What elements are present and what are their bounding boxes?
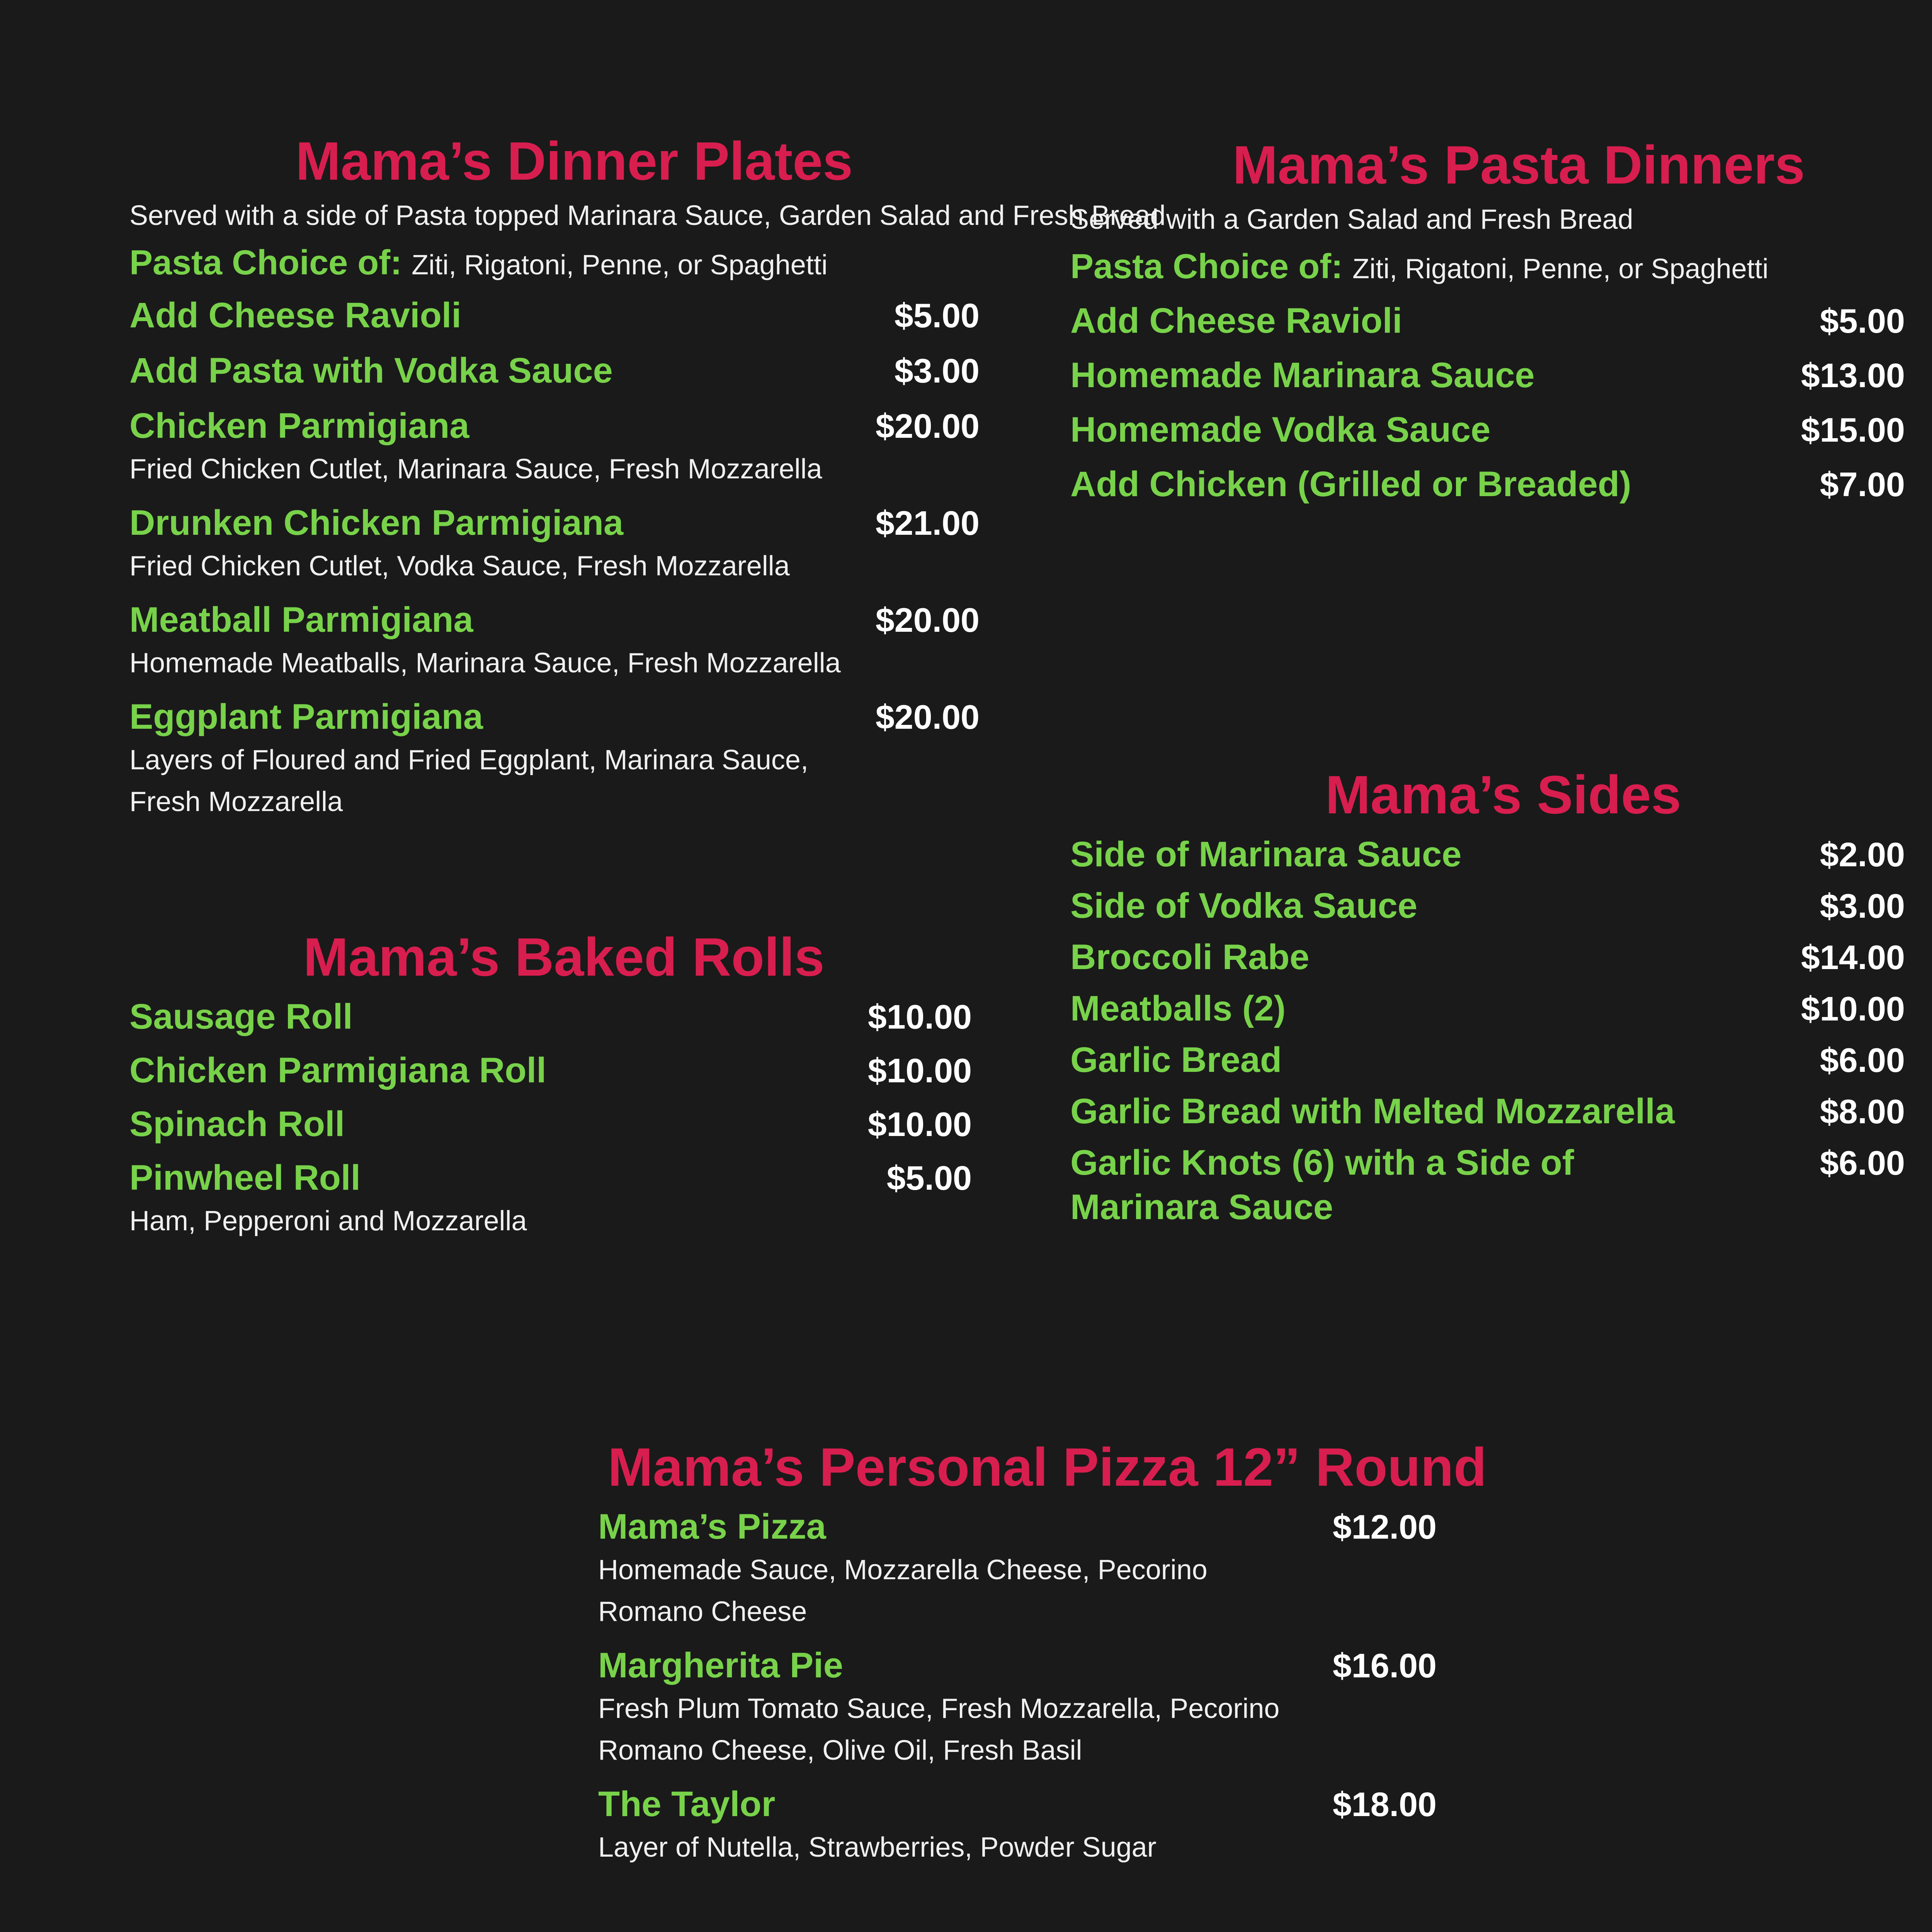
- menu-item-price: $16.00: [1332, 1646, 1437, 1685]
- menu-item: [1070, 462, 1905, 507]
- menu-item-name: Garlic Bread with Melted Mozzarella: [1070, 1092, 1675, 1131]
- menu-item-description: Layer of Nutella, Strawberries, Powder Sugar: [598, 1832, 1156, 1863]
- menu-item-row: [129, 1102, 972, 1146]
- menu-item-price: $10.00: [867, 1105, 972, 1143]
- pasta-choice-options: Ziti, Rigatoni, Penne, or Spaghetti: [1352, 253, 1769, 284]
- menu-item-name: Mama’s Pizza: [598, 1507, 826, 1546]
- menu-item-row: [1070, 462, 1905, 507]
- menu-item: [1070, 1089, 1905, 1134]
- dinner-plates-section: [129, 131, 1166, 823]
- menu-item: [598, 1782, 1437, 1868]
- menu-item-row: [1070, 884, 1905, 928]
- menu-item-row: [598, 1505, 1437, 1549]
- menu-item-price: $15.00: [1801, 411, 1905, 449]
- pasta-choice-options: Ziti, Rigatoni, Penne, or Spaghetti: [412, 250, 828, 281]
- menu-item-row: [129, 293, 980, 338]
- pasta-choice: [1070, 244, 1905, 289]
- menu-item-name: Meatball Parmigiana: [129, 600, 473, 639]
- menu-item: [1070, 1141, 1905, 1230]
- menu-item-row: [129, 995, 972, 1039]
- menu-item-row: [1070, 353, 1905, 398]
- pasta-choice-label: Pasta Choice of:: [1070, 247, 1343, 286]
- menu-item-price: $5.00: [894, 296, 980, 335]
- menu-item-row: [598, 1643, 1437, 1688]
- menu-item: [129, 293, 980, 338]
- menu-item: [129, 1048, 972, 1093]
- menu-item: [129, 598, 980, 684]
- menu-item-row: [1070, 1089, 1905, 1134]
- menu-item-price: $8.00: [1820, 1092, 1905, 1131]
- menu-item-name: Homemade Marinara Sauce: [1070, 355, 1535, 395]
- menu-item-name: Add Cheese Ravioli: [129, 296, 461, 335]
- menu-item-name: Sausage Roll: [129, 997, 353, 1036]
- menu-item-price: $20.00: [875, 407, 980, 445]
- menu-item-name: Spinach Roll: [129, 1104, 345, 1144]
- menu-item-price: $10.00: [1801, 990, 1905, 1028]
- menu-item-price: $10.00: [867, 1051, 972, 1090]
- menu-item-description: Fresh Plum Tomato Sauce, Fresh Mozzarella, Pecorino Romano Cheese, Olive Oil, Fresh Basil: [598, 1693, 1280, 1766]
- menu-item-row: [1070, 935, 1905, 980]
- menu-item-price: $14.00: [1801, 938, 1905, 976]
- menu-item-name: The Taylor: [598, 1784, 776, 1824]
- menu-item: [129, 1102, 972, 1146]
- item-list: [1070, 832, 1905, 1230]
- item-list: [1070, 299, 1905, 507]
- menu-item-price: $3.00: [894, 352, 980, 390]
- menu-item-name: Side of Vodka Sauce: [1070, 886, 1418, 925]
- menu-item-price: $5.00: [886, 1159, 972, 1197]
- menu-item-name: Garlic Bread: [1070, 1040, 1282, 1080]
- menu-item-price: $3.00: [1820, 887, 1905, 925]
- menu-item-row: [129, 501, 980, 545]
- menu-item-name: Side of Marinara Sauce: [1070, 835, 1462, 874]
- menu-item-price: $6.00: [1820, 1041, 1905, 1079]
- menu-item-row: [129, 1156, 972, 1200]
- section-note: Served with a side of Pasta topped Marinara Sauce, Garden Salad and Fresh Bread: [129, 200, 1166, 231]
- menu-item-price: $2.00: [1820, 835, 1905, 874]
- menu-item: [129, 404, 980, 490]
- menu-item-row: [129, 695, 980, 739]
- section-title: Mama’s Personal Pizza 12” Round: [608, 1437, 1487, 1497]
- menu-item-row: [129, 349, 980, 393]
- menu-item-price: $7.00: [1820, 465, 1905, 503]
- section-title: Mama’s Baked Rolls: [303, 927, 825, 987]
- menu-item-name: Chicken Parmigiana Roll: [129, 1051, 546, 1090]
- section-note: Served with a Garden Salad and Fresh Bread: [1070, 204, 1633, 235]
- section-title: Mama’s Sides: [1325, 764, 1681, 825]
- menu-item-row: [1070, 986, 1905, 1031]
- menu-item: [598, 1643, 1437, 1771]
- baked-rolls-section: [129, 927, 1018, 1242]
- menu-item-name: Homemade Vodka Sauce: [1070, 410, 1491, 449]
- pasta-choice-label: Pasta Choice of:: [129, 243, 402, 282]
- menu-item-row: [129, 598, 980, 642]
- menu-item-row: [129, 404, 980, 448]
- menu-item-row: [1070, 1038, 1905, 1082]
- menu-item-name: Margherita Pie: [598, 1646, 843, 1685]
- menu-item: [1070, 353, 1905, 398]
- menu-item: [1070, 986, 1905, 1031]
- menu-item-row: [1070, 408, 1905, 452]
- menu-item-price: $20.00: [875, 601, 980, 639]
- menu-item: [129, 501, 980, 587]
- menu-item-description: Fried Chicken Cutlet, Marinara Sauce, Fresh Mozzarella: [129, 454, 822, 485]
- menu-item-description: Fried Chicken Cutlet, Vodka Sauce, Fresh Mozzarella: [129, 551, 790, 582]
- menu-item-name: Broccoli Rabe: [1070, 937, 1310, 977]
- sides-section: [1070, 765, 1905, 1230]
- pasta-dinners-section: [1070, 135, 1905, 507]
- menu-item-price: $18.00: [1332, 1785, 1437, 1823]
- menu-item-name: Add Chicken (Grilled or Breaded): [1070, 464, 1631, 504]
- menu-item-row: [1070, 299, 1905, 343]
- menu-item-row: [129, 1048, 972, 1093]
- menu-item-price: $12.00: [1332, 1508, 1437, 1546]
- menu-item: [1070, 884, 1905, 928]
- menu-item-row: [1070, 1141, 1905, 1230]
- menu-item-price: $5.00: [1820, 302, 1905, 340]
- menu-item: [1070, 299, 1905, 343]
- menu-item-price: $10.00: [867, 998, 972, 1036]
- menu-item-name: Eggplant Parmigiana: [129, 697, 483, 736]
- menu-item: [1070, 832, 1905, 877]
- personal-pizza-section: [598, 1437, 1487, 1868]
- menu-item-name: Meatballs (2): [1070, 989, 1286, 1028]
- menu-item: [598, 1505, 1437, 1633]
- menu-item-price: $21.00: [875, 504, 980, 542]
- pasta-choice: [129, 240, 1049, 286]
- item-list: [129, 995, 1018, 1242]
- menu-item-description: Ham, Pepperoni and Mozzarella: [129, 1206, 527, 1236]
- menu-item-name: Add Pasta with Vodka Sauce: [129, 351, 613, 390]
- menu-item-price: $13.00: [1801, 356, 1905, 395]
- menu-item-price: $6.00: [1820, 1144, 1905, 1182]
- menu-item-row: [1070, 832, 1905, 877]
- menu-item-description: Homemade Meatballs, Marinara Sauce, Fresh Mozzarella: [129, 648, 841, 679]
- menu-item: [129, 695, 980, 823]
- menu-item-name: Drunken Chicken Parmigiana: [129, 503, 624, 543]
- menu-item: [129, 995, 972, 1039]
- menu-item-name: Pinwheel Roll: [129, 1158, 361, 1197]
- menu-item-description: Homemade Sauce, Mozzarella Cheese, Pecorino Romano Cheese: [598, 1554, 1208, 1627]
- menu-item-row: [598, 1782, 1437, 1827]
- section-title: Mama’s Pasta Dinners: [1233, 134, 1805, 195]
- menu-item-name: Garlic Knots (6) with a Side of Marinara Sauce: [1070, 1143, 1574, 1227]
- menu-item-description: Layers of Floured and Fried Eggplant, Marinara Sauce, Fresh Mozzarella: [129, 745, 808, 817]
- menu-item: [1070, 1038, 1905, 1082]
- menu-item: [129, 1156, 972, 1242]
- item-list: [598, 1505, 1448, 1868]
- menu-item-name: Chicken Parmigiana: [129, 406, 469, 446]
- menu-item: [1070, 935, 1905, 980]
- item-list: [129, 293, 1049, 823]
- section-title: Mama’s Dinner Plates: [296, 131, 853, 191]
- menu-item: [129, 349, 980, 393]
- menu-item-price: $20.00: [875, 698, 980, 736]
- menu-item-name: Add Cheese Ravioli: [1070, 301, 1402, 340]
- menu-item: [1070, 408, 1905, 452]
